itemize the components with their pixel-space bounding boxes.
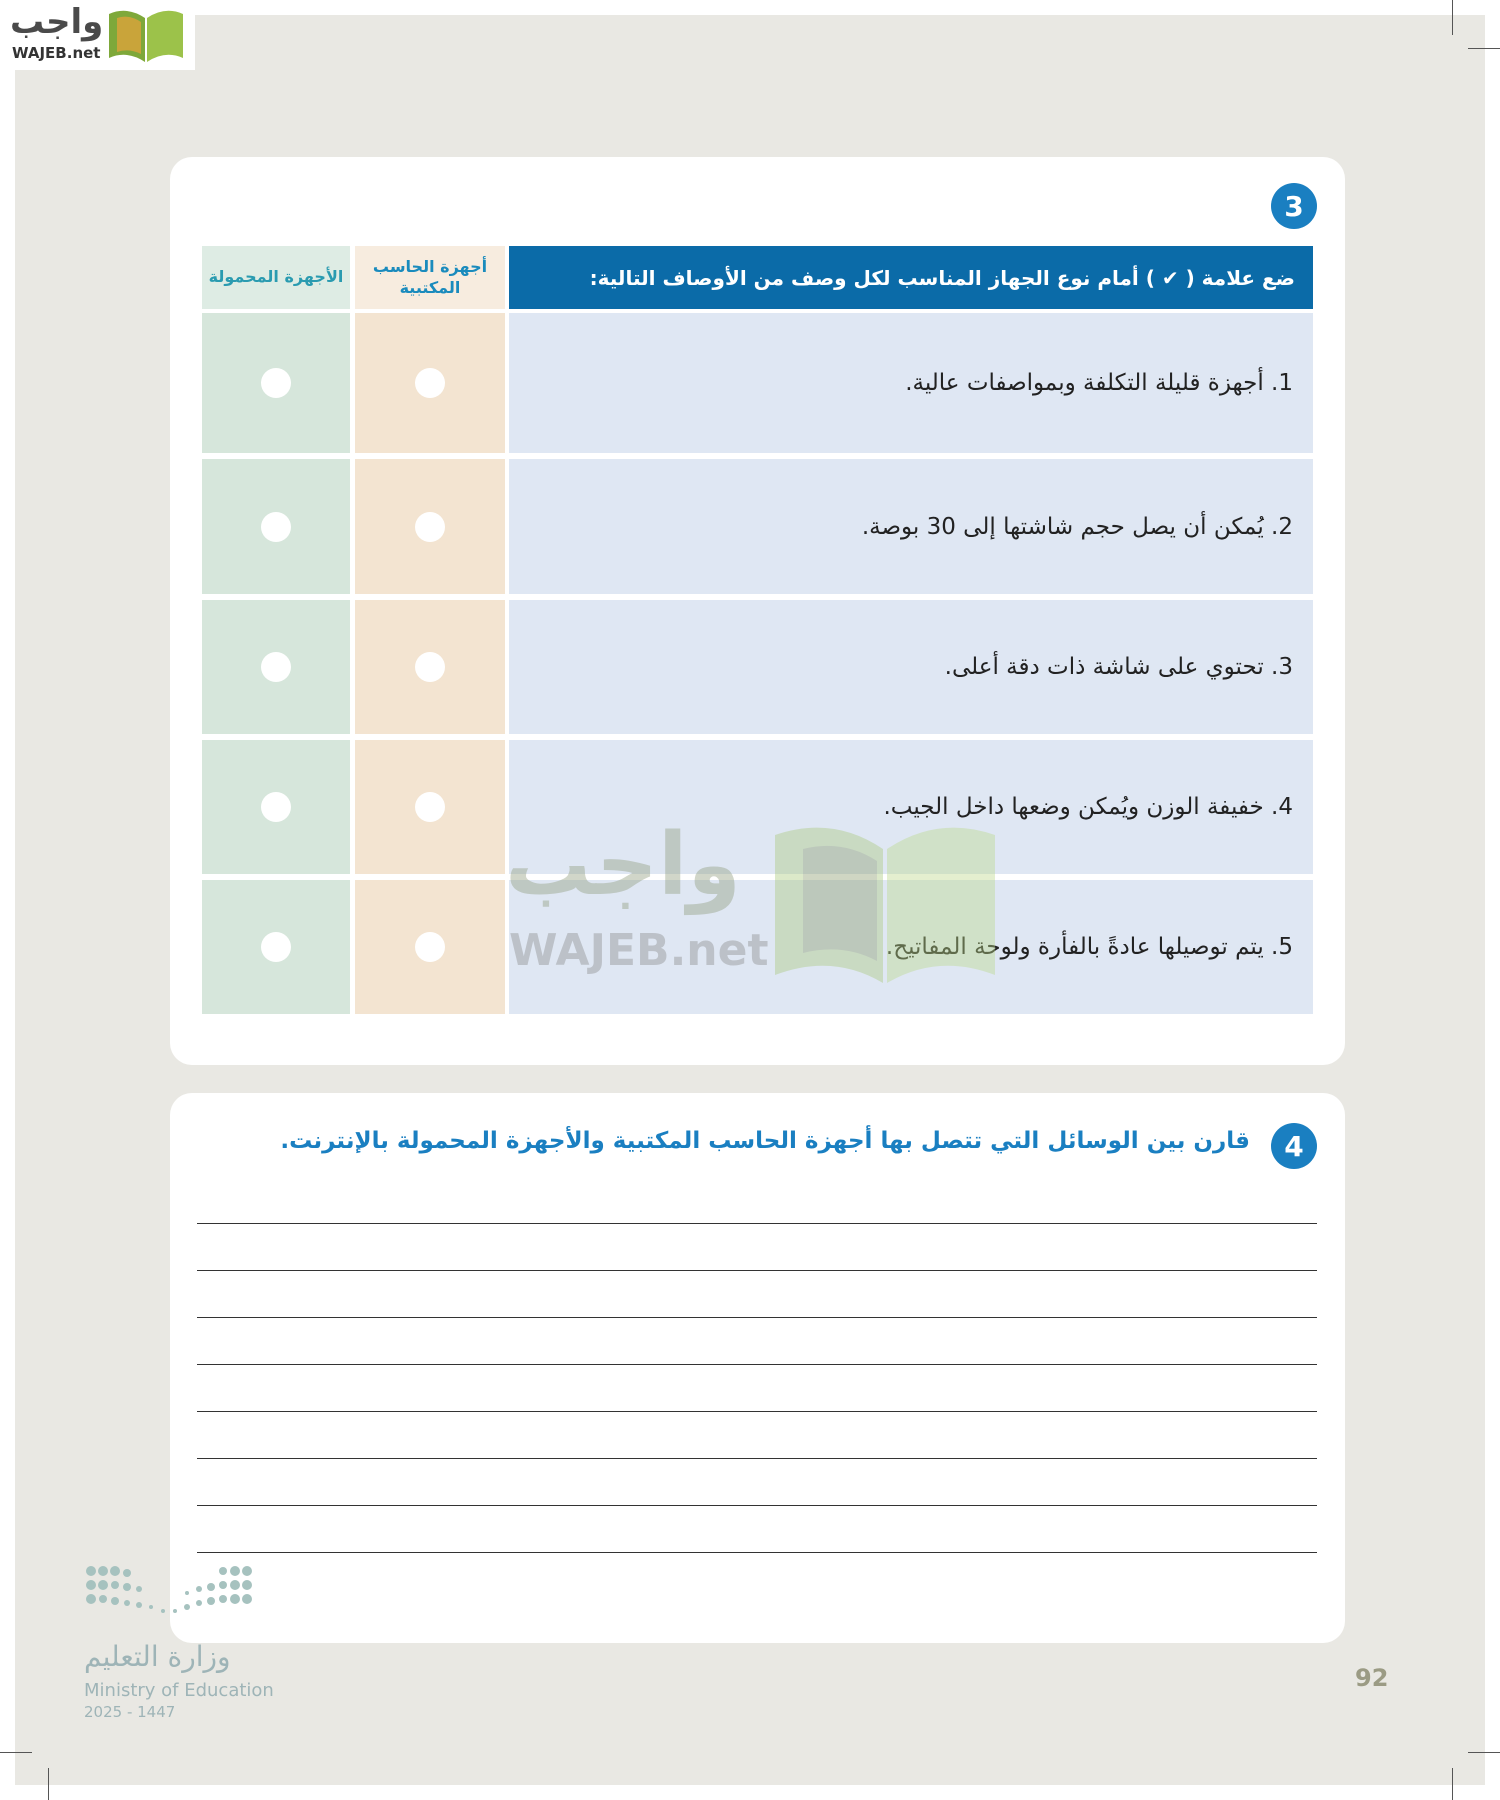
answer-line[interactable]	[197, 1458, 1317, 1459]
row-2-desktop-radio[interactable]	[415, 512, 445, 542]
table-row-1-description: 1. أجهزة قليلة التكلفة وبمواصفات عالية.	[509, 313, 1313, 453]
row-2-portable-cell[interactable]	[202, 459, 350, 594]
wajeb-logo[interactable]	[0, 0, 195, 70]
logo-arabic: واجب	[10, 2, 104, 42]
ministry-name-arabic: وزارة التعليم	[84, 1640, 231, 1673]
row-5-desktop-cell[interactable]	[355, 880, 505, 1014]
answer-line[interactable]	[197, 1411, 1317, 1412]
row-5-portable-cell[interactable]	[202, 880, 350, 1014]
crop-mark	[0, 1752, 32, 1753]
exercise-4-question: قارن بين الوسائل التي تتصل بها أجهزة الحاسب المكتبية والأجهزة المحمولة بالإنترنت.	[280, 1128, 1250, 1154]
ministry-name-english: Ministry of Education	[84, 1680, 274, 1701]
row-1-desktop-radio[interactable]	[415, 368, 445, 398]
row-1-desktop-cell[interactable]	[355, 313, 505, 453]
row-2-portable-radio[interactable]	[261, 512, 291, 542]
answer-line[interactable]	[197, 1317, 1317, 1318]
row-1-portable-cell[interactable]	[202, 313, 350, 453]
academic-year: 2025 - 1447	[84, 1703, 176, 1721]
row-4-desktop-cell[interactable]	[355, 740, 505, 874]
exercise-3-instruction: ضع علامة ( ✔ ) أمام نوع الجهاز المناسب لكل وصف من الأوصاف التالية:	[509, 246, 1313, 309]
row-3-desktop-radio[interactable]	[415, 652, 445, 682]
answer-line[interactable]	[197, 1270, 1317, 1271]
answer-line[interactable]	[197, 1505, 1317, 1506]
row-4-desktop-radio[interactable]	[415, 792, 445, 822]
book-icon	[105, 4, 187, 64]
crop-mark	[1452, 0, 1453, 35]
exercise-3-number: 3	[1271, 183, 1317, 229]
exercise-4-number: 4	[1271, 1123, 1317, 1169]
page-number: 92	[1355, 1664, 1389, 1692]
column-header-portable: الأجهزة المحمولة	[202, 246, 350, 309]
logo-english: WAJEB.net	[12, 44, 101, 62]
row-3-portable-radio[interactable]	[261, 652, 291, 682]
exercise-4-card	[170, 1093, 1345, 1643]
row-5-portable-radio[interactable]	[261, 932, 291, 962]
row-1-portable-radio[interactable]	[261, 368, 291, 398]
row-4-portable-cell[interactable]	[202, 740, 350, 874]
ministry-logo-icon	[85, 1565, 270, 1625]
watermark-english: WAJEB.net	[509, 925, 769, 976]
row-3-portable-cell[interactable]	[202, 600, 350, 734]
answer-line[interactable]	[197, 1552, 1317, 1553]
table-row-3-description: 3. تحتوي على شاشة ذات دقة أعلى.	[509, 600, 1313, 734]
watermark-book-icon	[773, 815, 998, 985]
table-row-2-description: 2. يُمكن أن يصل حجم شاشتها إلى 30 بوصة.	[509, 459, 1313, 594]
row-3-desktop-cell[interactable]	[355, 600, 505, 734]
crop-mark	[48, 1768, 49, 1800]
row-4-portable-radio[interactable]	[261, 792, 291, 822]
watermark-arabic: واجب	[505, 815, 741, 915]
table-row-4-description: 4. خفيفة الوزن ويُمكن وضعها داخل الجيب.	[509, 740, 1313, 874]
answer-line[interactable]	[197, 1223, 1317, 1224]
answer-line[interactable]	[197, 1364, 1317, 1365]
column-header-desktop: أجهزة الحاسب المكتبية	[355, 246, 505, 309]
crop-mark	[1468, 48, 1500, 49]
table-row-5-description: 5. يتم توصيلها عادةً بالفأرة ولوحة المفاتيح.	[509, 880, 1313, 1014]
wajeb-watermark	[505, 815, 1005, 995]
crop-mark	[1468, 1752, 1500, 1753]
row-5-desktop-radio[interactable]	[415, 932, 445, 962]
row-2-desktop-cell[interactable]	[355, 459, 505, 594]
crop-mark	[1452, 1768, 1453, 1800]
